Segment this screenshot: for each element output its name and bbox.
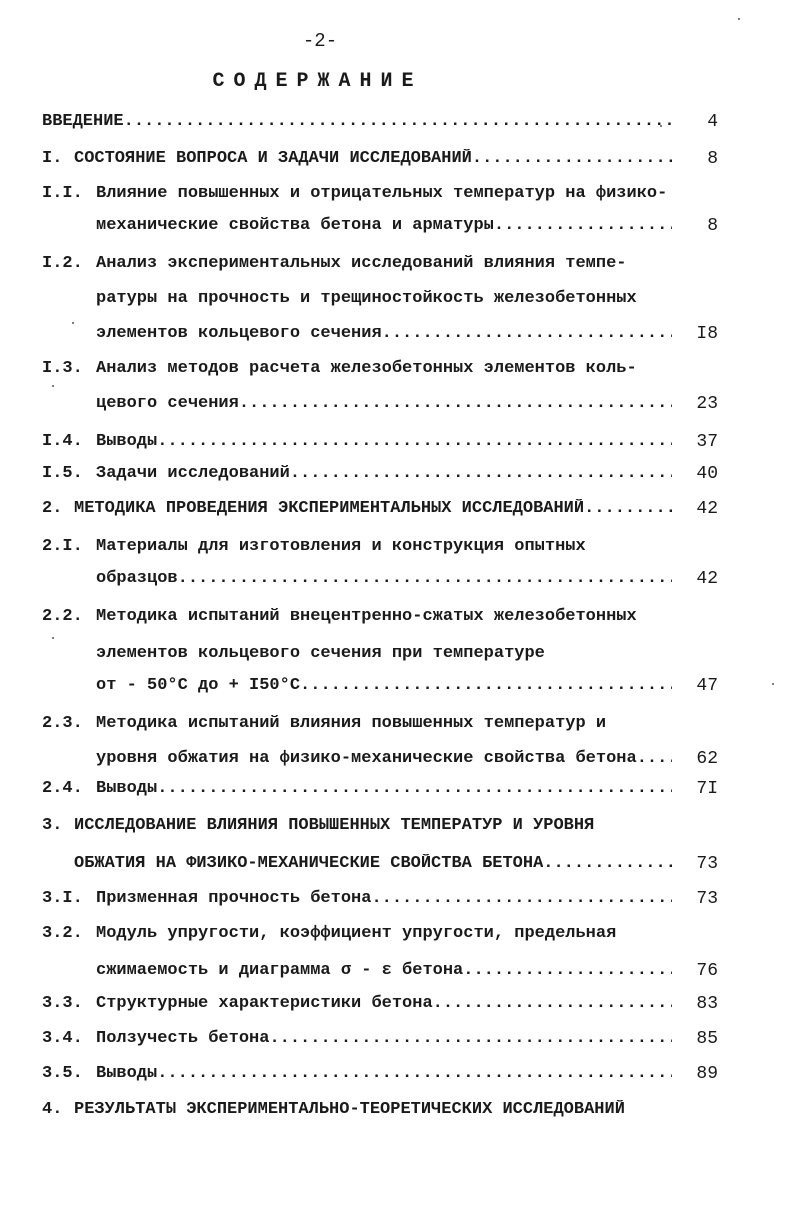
toc-page-number: 42 <box>696 499 718 519</box>
toc-entry-number: I.4. <box>42 432 83 451</box>
toc-line <box>42 994 672 1014</box>
scan-speck <box>772 683 774 685</box>
toc-entry-number: 3.4. <box>42 1029 83 1048</box>
toc-entry-text: Материалы для изготовления и конструкция опытных <box>96 537 586 556</box>
toc-entry-text: Анализ методов расчета железобетонных элементов коль- <box>96 359 637 378</box>
toc-line <box>42 779 672 799</box>
toc-line <box>96 644 700 664</box>
toc-line <box>96 216 672 236</box>
toc-page-number: 62 <box>696 749 718 769</box>
toc-entry-text: Выводы <box>96 432 158 451</box>
toc-line <box>96 676 672 696</box>
toc-line <box>42 537 700 557</box>
scan-speck <box>660 125 662 127</box>
toc-entry-number: I.I. <box>42 184 83 203</box>
toc-page-number: 47 <box>696 676 718 696</box>
leader-dots <box>371 889 672 909</box>
toc-entry-text: ВВЕДЕНИЕ <box>42 112 124 131</box>
toc-entry-text: ИССЛЕДОВАНИЕ ВЛИЯНИЯ ПОВЫШЕННЫХ ТЕМПЕРАТУР И УРОВНЯ <box>74 816 595 835</box>
toc-entry-text: элементов кольцевого сечения <box>96 324 382 343</box>
leader-dots <box>269 1029 672 1049</box>
toc-line <box>42 714 700 734</box>
toc-line <box>96 289 700 309</box>
toc-line <box>42 432 672 452</box>
toc-line <box>96 324 672 344</box>
toc-entry-text: Выводы <box>96 779 158 798</box>
toc-entry-text: РЕЗУЛЬТАТЫ ЭКСПЕРИМЕНТАЛЬНО-ТЕОРЕТИЧЕСКИХ ИССЛЕДОВАНИЙ <box>74 1100 625 1119</box>
leader-dots <box>472 149 672 169</box>
leader-dots <box>494 216 672 236</box>
page-number: -2- <box>302 30 338 52</box>
toc-entry-text: Методика испытаний влияния повышенных температур и <box>96 714 607 733</box>
leader-dots <box>637 749 672 769</box>
toc-entry-text: Призменная прочность бетона <box>96 889 372 908</box>
toc-page-number: 73 <box>696 854 718 874</box>
toc-entry-text: МЕТОДИКА ПРОВЕДЕНИЯ ЭКСПЕРИМЕНТАЛЬНЫХ ИССЛЕДОВАНИЙ <box>74 499 585 518</box>
toc-entry-number: 3.3. <box>42 994 83 1013</box>
toc-entry-text: Модуль упругости, коэффициент упругости, предельная <box>96 924 617 943</box>
leader-dots <box>543 854 672 874</box>
toc-entry-number: 3. <box>42 816 63 835</box>
toc-page-number: 23 <box>696 394 718 414</box>
toc-entry-text: ОБЖАТИЯ НА ФИЗИКО-МЕХАНИЧЕСКИЕ СВОЙСТВА БЕТОНА <box>74 854 544 873</box>
toc-entry-number: I.3. <box>42 359 83 378</box>
toc-line <box>42 1029 672 1049</box>
toc-entry-text: Задачи исследований <box>96 464 290 483</box>
toc-page-number: 7I <box>696 779 718 799</box>
toc-entry-text: Выводы <box>96 1064 158 1083</box>
toc-page-number: 83 <box>696 994 718 1014</box>
leader-dots <box>433 994 672 1014</box>
toc-entry-number: 4. <box>42 1100 63 1119</box>
leader-dots <box>584 499 672 519</box>
toc-page-number: 8 <box>707 216 718 236</box>
toc-line <box>42 816 700 836</box>
toc-entry-number: 2.2. <box>42 607 83 626</box>
toc-page-number: 8 <box>707 149 718 169</box>
toc-entry-text: Структурные характеристики бетона <box>96 994 433 1013</box>
toc-entry-text: элементов кольцевого сечения при температуре <box>96 644 545 663</box>
toc-page-number: 37 <box>696 432 718 452</box>
toc-entry-number: 2. <box>42 499 63 518</box>
toc-page-number: 40 <box>696 464 718 484</box>
toc-entry-text: уровня обжатия на физико-механические свойства бетона <box>96 749 637 768</box>
scan-speck <box>52 385 54 387</box>
toc-line <box>42 112 672 132</box>
toc-page-number: 85 <box>696 1029 718 1049</box>
toc-entry-number: 2.I. <box>42 537 83 556</box>
toc-line <box>96 961 672 981</box>
toc-page-number: 89 <box>696 1064 718 1084</box>
leader-dots <box>300 676 672 696</box>
toc-page-number: 73 <box>696 889 718 909</box>
toc-line <box>74 854 672 874</box>
toc-entry-number: 2.4. <box>42 779 83 798</box>
leader-dots <box>124 112 672 132</box>
toc-entry-number: 2.3. <box>42 714 83 733</box>
leader-dots <box>157 432 672 452</box>
toc-line <box>42 1100 700 1120</box>
toc-entry-text: от - 50°С до + I50°С <box>96 676 301 695</box>
toc-entry-text: ратуры на прочность и трещиностойкость железобетонных <box>96 289 637 308</box>
leader-dots <box>157 779 672 799</box>
toc-page-number: 4 <box>707 112 718 132</box>
toc-line <box>96 569 672 589</box>
scan-speck <box>52 637 54 639</box>
toc-entry-number: 3.I. <box>42 889 83 908</box>
toc-entry-text: цевого сечения <box>96 394 239 413</box>
toc-line <box>42 184 700 204</box>
toc-entry-number: 3.2. <box>42 924 83 943</box>
toc-line <box>42 889 672 909</box>
toc-line <box>96 749 672 769</box>
toc-page-number: 76 <box>696 961 718 981</box>
leader-dots <box>463 961 672 981</box>
toc-entry-text: Влияние повышенных и отрицательных температур на физико- <box>96 184 668 203</box>
toc-line <box>42 149 672 169</box>
leader-dots <box>382 324 672 344</box>
toc-line <box>42 607 700 627</box>
toc-entry-text: Анализ экспериментальных исследований влияния темпе- <box>96 254 627 273</box>
toc-line <box>42 1064 672 1084</box>
toc-page-number: I8 <box>696 324 718 344</box>
page-title: СОДЕРЖАНИЕ <box>212 70 423 93</box>
scan-speck <box>738 18 740 20</box>
toc-entry-number: I.2. <box>42 254 83 273</box>
toc-line <box>96 394 672 414</box>
toc-entry-number: I. <box>42 149 63 168</box>
leader-dots <box>178 569 672 589</box>
toc-line <box>42 464 672 484</box>
toc-entry-number: 3.5. <box>42 1064 83 1083</box>
leader-dots <box>157 1064 672 1084</box>
leader-dots <box>290 464 672 484</box>
toc-entry-number: I.5. <box>42 464 83 483</box>
toc-entry-text: образцов <box>96 569 178 588</box>
scan-speck <box>72 322 74 324</box>
toc-entry-text: СОСТОЯНИЕ ВОПРОСА И ЗАДАЧИ ИССЛЕДОВАНИЙ <box>74 149 472 168</box>
toc-entry-text: механические свойства бетона и арматуры <box>96 216 494 235</box>
leader-dots <box>239 394 672 414</box>
toc-page-number: 42 <box>696 569 718 589</box>
toc-line <box>42 254 700 274</box>
toc-entry-text: Методика испытаний внецентренно-сжатых железобетонных <box>96 607 637 626</box>
toc-line <box>42 499 672 519</box>
toc-entry-text: Ползучесть бетона <box>96 1029 270 1048</box>
toc-line <box>42 924 700 944</box>
toc-entry-text: сжимаемость и диаграмма σ - ε бетона <box>96 961 464 980</box>
toc-line <box>42 359 700 379</box>
